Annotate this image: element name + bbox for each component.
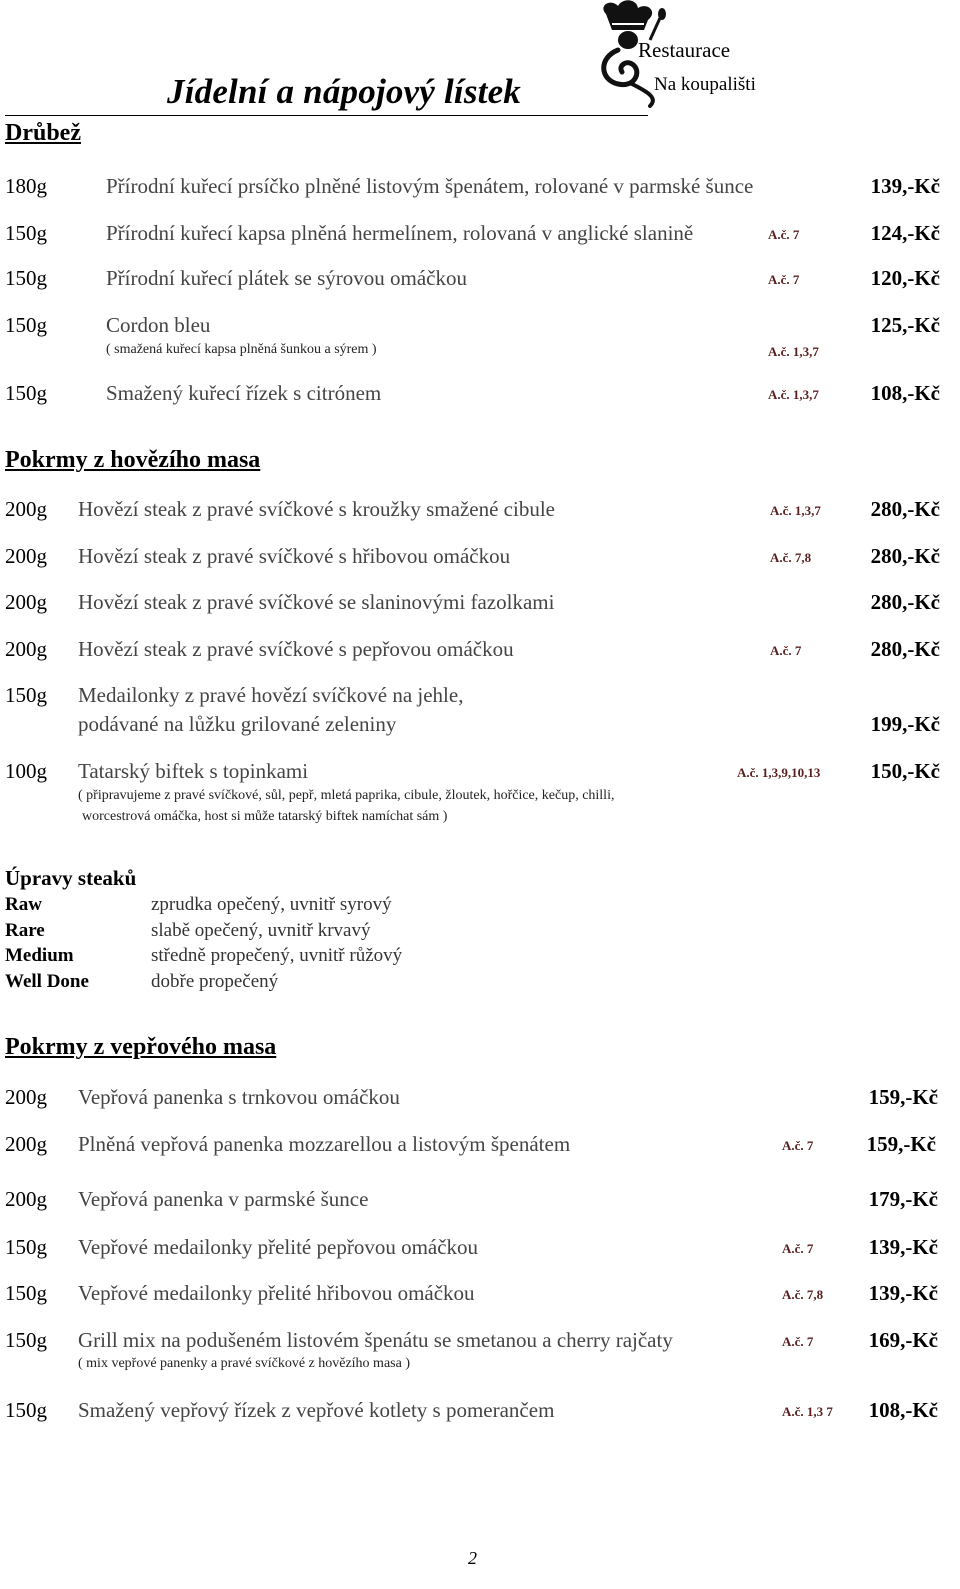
item-price: 150,-Kč [870,759,940,783]
item-price: 280,-Kč [870,497,940,521]
item-weight: 200g [5,544,47,568]
item-price: 139,-Kč [870,174,940,198]
item-name: Tatarský biftek s topinkami [78,759,309,783]
item-price: 280,-Kč [870,590,940,614]
item-allergens: A.č. 7 [782,1334,814,1349]
item-weight: 180g [5,174,47,198]
item-weight: 200g [5,1187,47,1211]
logo-line2: Na koupališti [654,74,756,95]
item-weight: 150g [5,313,47,337]
item-name: Hovězí steak z pravé svíčkové s pepřovou omáčkou [78,637,514,661]
item-allergens: A.č. 1,3,7 [768,344,819,359]
logo-line1: Restaurace [638,38,731,62]
menu-item [0,1235,960,1265]
item-price: 124,-Kč [870,221,940,245]
doneness-row [5,894,605,920]
doneness-key: Rare [5,920,45,941]
item-price: 108,-Kč [870,381,940,405]
item-allergens: A.č. 1,3,7 [768,387,819,402]
doneness-value: zprudka opečený, uvnitř syrový [151,894,392,915]
item-name: Grill mix na podušeném listovém špenátu se smetanou a cherry rajčaty [78,1328,673,1352]
section-title-drubez: Drůbež [5,120,81,146]
item-allergens: A.č. 7,8 [770,550,812,565]
item-weight: 150g [5,221,47,245]
menu-item [0,683,960,713]
item-price: 280,-Kč [870,637,940,661]
item-price: 159,-Kč [866,1132,936,1156]
menu-item [0,174,960,204]
item-weight: 150g [5,1281,47,1305]
item-description: ( mix vepřové panenky a pravé svíčkové z hovězího masa ) [78,1356,410,1371]
doneness-key: Medium [5,945,74,966]
section-title-upravy: Úpravy steaků [5,866,137,890]
menu-item-continued [0,712,960,742]
item-price: 179,-Kč [868,1187,938,1211]
item-allergens: A.č. 1,3 7 [782,1404,833,1419]
menu-item [0,1281,960,1311]
item-weight: 150g [5,683,47,707]
item-weight: 150g [5,266,47,290]
item-weight: 100g [5,759,47,783]
item-name: Medailonky z pravé hovězí svíčkové na jehle, [78,683,464,707]
item-price: 280,-Kč [870,544,940,568]
item-weight: 150g [5,1398,47,1422]
item-weight: 200g [5,637,47,661]
doneness-value: slabě opečený, uvnitř krvavý [151,920,371,941]
item-price: 125,-Kč [870,313,940,337]
section-title-veprove: Pokrmy z vepřového masa [5,1034,277,1060]
menu-item [0,221,960,251]
item-name: Hovězí steak z pravé svíčkové s hřibovou omáčkou [78,544,511,568]
item-price: 139,-Kč [868,1281,938,1305]
item-name: Přírodní kuřecí plátek se sýrovou omáčkou [106,266,467,290]
item-weight: 200g [5,590,47,614]
item-description: ( smažená kuřecí kapsa plněná šunkou a sýrem ) [106,342,377,357]
item-name: Přírodní kuřecí prsíčko plněné listovým špenátem, rolované v parmské šunce [106,174,754,198]
item-weight: 150g [5,1235,47,1259]
item-price: 169,-Kč [868,1328,938,1352]
item-name: Cordon bleu [106,313,211,337]
item-price: 120,-Kč [870,266,940,290]
item-name: Hovězí steak z pravé svíčkové se slaninovými fazolkami [78,590,555,614]
menu-item [0,1085,960,1115]
item-allergens: A.č. 7 [770,643,802,658]
item-description: ( připravujeme z pravé svíčkové, sůl, pepř, mletá paprika, cibule, žloutek, hořčice, kečup, chilli, [78,788,615,803]
doneness-key: Raw [5,894,42,915]
allergen-line [0,338,960,360]
item-name: Hovězí steak z pravé svíčkové s kroužky smažené cibule [78,497,555,521]
doneness-key: Well Done [5,971,89,992]
item-price: 199,-Kč [870,712,940,736]
menu-item [0,497,960,527]
page-number: 2 [468,1548,477,1568]
item-name: Vepřová panenka v parmské šunce [78,1187,369,1211]
restaurant-logo [588,0,808,110]
item-price: 139,-Kč [868,1235,938,1259]
item-name: Přírodní kuřecí kapsa plněná hermelínem, rolovaná v anglické slanině [106,221,694,245]
menu-item [0,637,960,667]
item-allergens: A.č. 7 [768,272,800,287]
doneness-row [5,971,605,997]
item-weight: 200g [5,1132,47,1156]
menu-item [0,381,960,411]
item-allergens: A.č. 1,3,7 [770,503,821,518]
item-price: 159,-Kč [868,1085,938,1109]
menu-item [0,1398,960,1428]
item-name: Vepřové medailonky přelité hřibovou omáčkou [78,1281,475,1305]
item-weight: 200g [5,497,47,521]
item-price: 108,-Kč [868,1398,938,1422]
menu-item [0,759,960,789]
item-name: Smažený kuřecí řízek s citrónem [106,381,382,405]
item-allergens: A.č. 7 [782,1241,814,1256]
menu-item [0,544,960,574]
item-allergens: A.č. 7 [768,227,800,242]
item-name: Smažený vepřový řízek z vepřové kotlety s pomerančem [78,1398,555,1422]
menu-item [0,590,960,620]
doneness-row [5,945,605,971]
menu-item [0,1132,960,1162]
item-name: Plněná vepřová panenka mozzarellou a listovým špenátem [78,1132,571,1156]
menu-item [0,266,960,296]
item-name-line2: podávané na lůžku grilované zeleniny [78,712,397,736]
page-title: Jídelní a nápojový lístek [167,72,522,111]
doneness-value: dobře propečený [151,971,279,992]
item-description-line2: worcestrová omáčka, host si může tatarský biftek namíchat sám ) [82,809,448,824]
item-allergens: A.č. 7,8 [782,1287,824,1302]
doneness-value: středně propečený, uvnitř růžový [151,945,403,966]
menu-item [0,1187,960,1217]
section-title-hovezi: Pokrmy z hovězího masa [5,447,261,473]
doneness-row [5,920,605,946]
item-weight: 200g [5,1085,47,1109]
item-name: Vepřová panenka s trnkovou omáčkou [78,1085,400,1109]
header-rule [5,115,648,116]
item-allergens: A.č. 1,3,9,10,13 [737,765,821,780]
item-weight: 150g [5,381,47,405]
item-name: Vepřové medailonky přelité pepřovou omáčkou [78,1235,479,1259]
item-weight: 150g [5,1328,47,1352]
item-allergens: A.č. 7 [782,1138,814,1153]
menu-item [0,1328,960,1358]
